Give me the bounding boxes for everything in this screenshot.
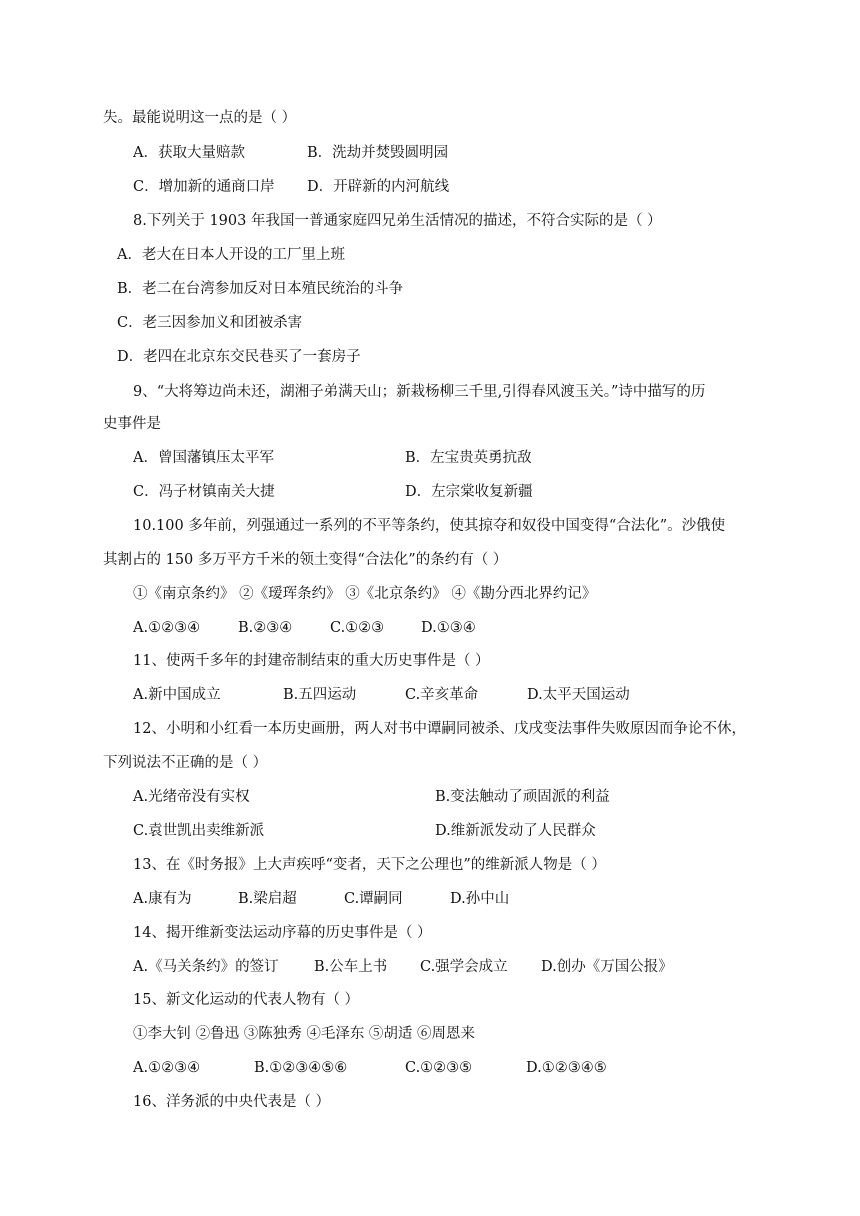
q7-option-d: D．开辟新的内河航线	[307, 179, 450, 195]
q13-stem: 13、在《时务报》上大声疾呼“变者，天下之公理也”的维新派人物是（ ）	[133, 857, 606, 873]
q15-option-a: A.①②③④	[133, 1060, 201, 1076]
q13-option-a: A.康有为	[133, 891, 192, 907]
q10-stem: 10.100 多年前，列强通过一系列的不平等条约，使其掠夺和奴役中国变得“合法化”。沙俄使	[133, 518, 726, 534]
q14-option-c: C.强学会成立	[420, 959, 508, 975]
q12-stem: 12、小明和小红看一本历史画册，两人对书中谭嗣同被杀、戊戌变法事件失败原因而争论不休，	[133, 721, 746, 737]
q8-stem: 8.下列关于 1903 年我国一普通家庭四兄弟生活情况的描述，不符合实际的是（ ）	[133, 213, 662, 229]
q14-option-d: D.创办《万国公报》	[541, 959, 673, 975]
q9-option-d: D．左宗棠收复新疆	[405, 484, 533, 500]
q8-option-a: A．老大在日本人开设的工厂里上班	[117, 247, 345, 263]
q7-option-c: C．增加新的通商口岸	[133, 179, 275, 195]
q10-option-b: B.②③④	[238, 620, 293, 636]
q9-stem-cont: 史事件是	[103, 416, 161, 432]
q11-option-b: B.五四运动	[283, 687, 357, 703]
q12-stem-cont: 下列说法不正确的是（ ）	[103, 755, 268, 771]
q8-option-c: C．老三因参加义和团被杀害	[117, 315, 303, 331]
q7-option-b: B．洗劫并焚毁圆明园	[307, 145, 449, 161]
q8-option-d: D．老四在北京东交民巷买了一套房子	[117, 349, 361, 365]
q15-stem: 15、新文化运动的代表人物有（ ）	[133, 992, 360, 1008]
q14-option-a: A.《马关条约》的签订	[133, 959, 279, 975]
q12-option-b: B.变法触动了顽固派的利益	[435, 789, 610, 805]
q16-stem: 16、洋务派的中央代表是（ ）	[133, 1094, 331, 1110]
q7-option-a: A．获取大量赔款	[133, 145, 245, 161]
q10-items: ①《南京条约》 ②《瑷珲条约》 ③《北京条约》 ④《勘分西北界约记》	[133, 586, 597, 602]
q10-option-c: C.①②③	[330, 620, 385, 636]
q14-stem: 14、揭开维新变法运动序幕的历史事件是（ ）	[133, 925, 432, 941]
q12-option-d: D.维新派发动了人民群众	[435, 823, 596, 839]
q15-items: ①李大钊 ②鲁迅 ③陈独秀 ④毛泽东 ⑤胡适 ⑥周恩来	[133, 1026, 476, 1042]
q12-option-a: A.光绪帝没有实权	[133, 789, 250, 805]
q14-option-b: B.公车上书	[314, 959, 388, 975]
q15-option-c: C.①②③⑤	[405, 1060, 473, 1076]
q11-stem: 11、使两千多年的封建帝制结束的重大历史事件是（ ）	[133, 653, 490, 669]
q9-stem: 9、“大将筹边尚未还，湖湘子弟满天山；新栽杨柳三千里,引得春风渡玉关。”诗中描写的历	[133, 384, 706, 400]
q9-option-a: A．曾国藩镇压太平军	[133, 450, 274, 466]
q13-option-c: C.谭嗣同	[344, 891, 403, 907]
q11-option-a: A.新中国成立	[133, 687, 221, 703]
q11-option-d: D.太平天国运动	[527, 687, 630, 703]
q12-option-c: C.袁世凯出卖维新派	[133, 823, 265, 839]
q9-option-c: C．冯子材镇南关大捷	[133, 484, 275, 500]
q13-option-d: D.孙中山	[450, 891, 510, 907]
q10-option-a: A.①②③④	[133, 620, 201, 636]
q15-option-d: D.①②③④⑤	[526, 1060, 607, 1076]
q9-option-b: B．左宝贵英勇抗敌	[405, 450, 532, 466]
q10-option-d: D.①③④	[421, 620, 476, 636]
q15-option-b: B.①②③④⑤⑥	[254, 1060, 348, 1076]
q8-option-b: B．老二在台湾参加反对日本殖民统治的斗争	[117, 281, 404, 297]
q11-option-c: C.辛亥革命	[405, 687, 479, 703]
q7-stem-cont: 失。最能说明这一点的是（ ）	[103, 110, 297, 126]
q10-stem-cont: 其割占的 150 多万平方千米的领土变得“合法化”的条约有（ ）	[103, 552, 508, 568]
q13-option-b: B.梁启超	[238, 891, 297, 907]
